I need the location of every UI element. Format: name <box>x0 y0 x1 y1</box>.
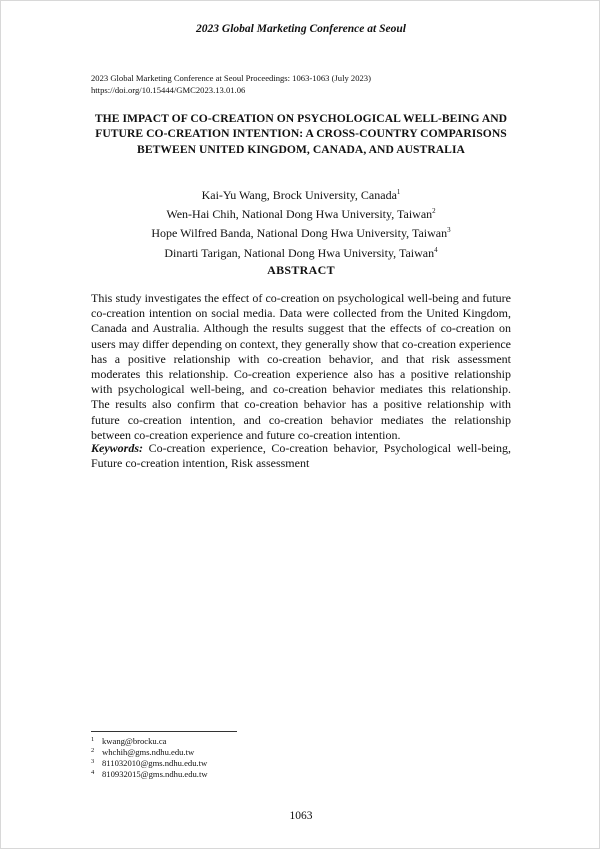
footnote-item <box>91 769 391 780</box>
footnote-email[interactable]: 810932015@gms.ndhu.edu.tw <box>102 769 208 779</box>
footnote-marker[interactable]: 3 <box>447 226 451 235</box>
page-number: 1063 <box>289 810 313 822</box>
keywords-text: Co-creation experience, Co-creation behavior, Psychological well-being, Future co-creation intention, Risk assessment <box>91 441 512 471</box>
keywords-label: Keywords: <box>91 441 143 455</box>
paper-title: THE IMPACT OF CO-CREATION ON PSYCHOLOGICAL WELL-BEING AND FUTURE CO-CREATION INTENTION: A CROSS-COUNTRY COMPARISONS BETWEEN UNITED KINGDOM, CANADA, AND AUSTRALIA <box>94 112 508 156</box>
footnote-marker[interactable]: 2 <box>432 207 436 216</box>
footnote-marker[interactable]: 1 <box>396 188 401 196</box>
footnote-number: 4 <box>91 769 95 776</box>
author-line <box>91 242 511 261</box>
abstract-heading: ABSTRACT <box>267 263 335 277</box>
footnotes <box>91 736 391 780</box>
author-affiliation: Kai-Yu Wang, Brock University, Canada <box>201 188 397 202</box>
abstract-body: This study investigates the effect of co-creation on psychological well-being and future co-creation intention on social media. Data were collected from the United Kingdom, Canada and Australia. Although the results suggest that the effects of co-creation on users may differ depending on context, they generally show that co-creation experience has a positive relationship with co-creation behavior, and that risk assessment moderates this relationship. Co-creation experience also has a positive relationship with psychological well-being, and co-creation behavior mediates this relationship. The results also confirm that co-creation behavior has a positive relationship with future co-creation intention, and co-creation behavior mediates the relationship between co-creation experience and future co-creation intention. <box>91 291 511 442</box>
running-head: 2023 Global Marketing Conference at Seoul <box>196 23 406 35</box>
footnote-divider <box>91 731 237 732</box>
author-affiliation: Hope Wilfred Banda, National Dong Hwa University, Taiwan <box>151 226 448 241</box>
author-line <box>91 222 511 241</box>
footnote-number: 1 <box>91 736 95 743</box>
footnote-item <box>91 747 391 758</box>
keywords-section <box>91 441 511 471</box>
footnote-number: 2 <box>91 747 95 754</box>
author-list <box>91 184 511 261</box>
footnote-email[interactable]: 811032010@gms.ndhu.edu.tw <box>102 758 208 768</box>
footnote-marker[interactable]: 4 <box>434 245 438 254</box>
proceedings-citation: 2023 Global Marketing Conference at Seoul Proceedings: 1063-1063 (July 2023) <box>91 73 371 83</box>
footnote-item <box>91 736 391 747</box>
author-line <box>91 203 511 222</box>
footnote-email[interactable]: whchih@gms.ndhu.edu.tw <box>102 747 195 757</box>
footnote-number: 3 <box>91 758 95 765</box>
author-affiliation: Dinarti Tarigan, National Dong Hwa University, Taiwan <box>164 245 435 260</box>
footnote-item <box>91 758 391 769</box>
footnote-email[interactable]: kwang@brocku.ca <box>102 736 167 746</box>
author-affiliation: Wen-Hai Chih, National Dong Hwa University, Taiwan <box>166 207 433 222</box>
author-line <box>91 184 511 203</box>
doi-link[interactable]: https://doi.org/10.15444/GMC2023.13.01.06 <box>91 84 246 95</box>
proceedings-info <box>91 73 511 96</box>
